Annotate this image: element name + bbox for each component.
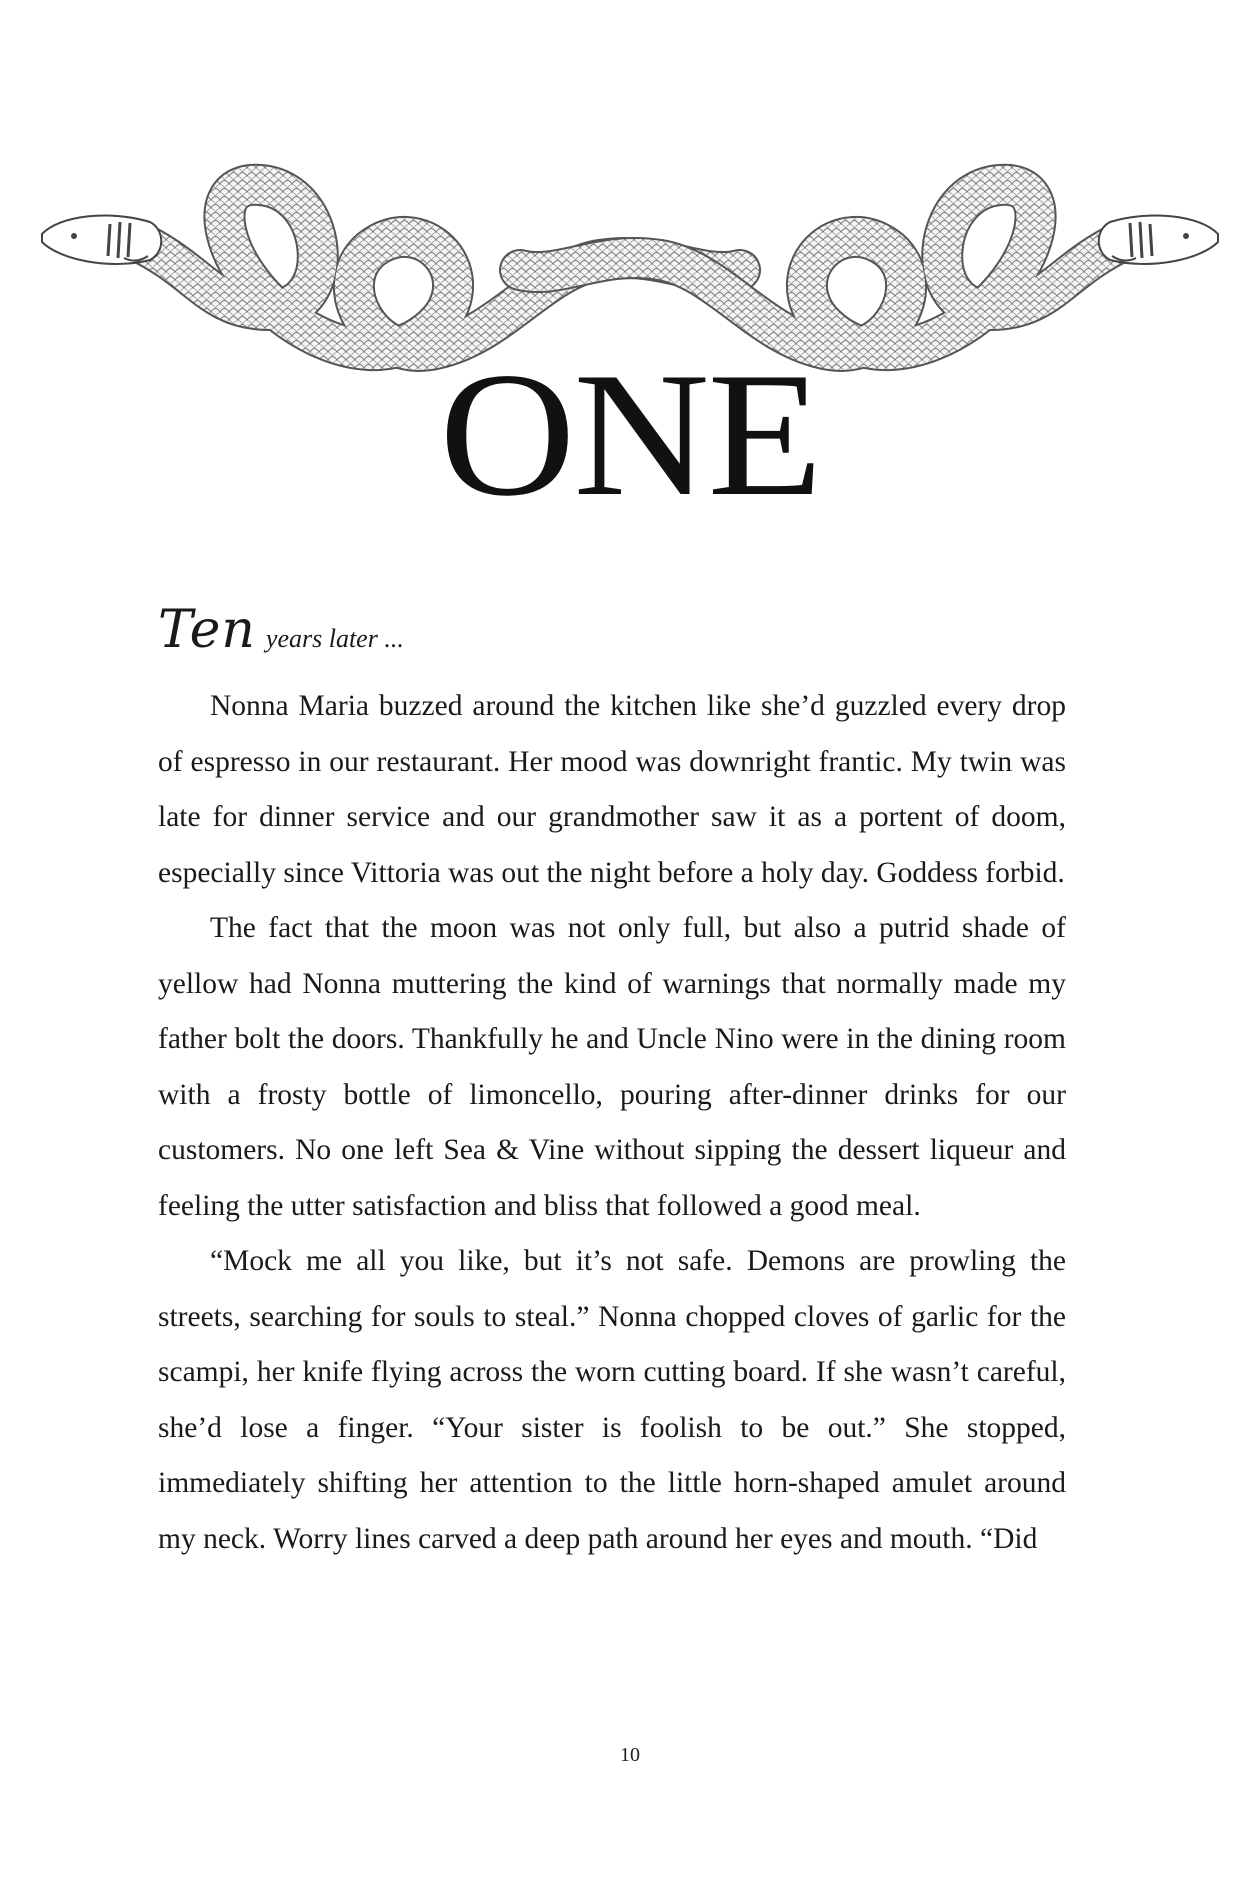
chapter-body [158,600,1066,1567]
paragraph-3: “Mock me all you like, but it’s not safe. Demons are prowling the streets, searching for souls to steal.” Nonna chopped cloves of garlic for the scampi, her knife flying across the worn cutting board. If she wasn’t careful, she’d lose a finger. “Your sister is foolish to be out.” She stopped, immediately shifting her attention to the little horn-shaped amulet around my neck. Worry lines carved a deep path around her eyes and mouth. “Did [158,1245,1066,1555]
paragraph-1: Nonna Maria buzzed around the kitchen like she’d guzzled every drop of espresso in our restaurant. Her mood was downright frantic. My twin was late for dinner service and our grandmother saw it as a portent of doom, especially since Vittoria was out the night before a holy day. Goddess forbid. [158,690,1066,889]
chapter-lead [158,600,1066,673]
left-serpent-head [42,216,161,264]
right-serpent-head [1099,216,1218,264]
chapter-title: ONE [439,335,821,533]
lead-word: Ten [158,600,256,660]
paragraph-2: The fact that the moon was not only full, but also a putrid shade of yellow had Nonna muttering the kind of warnings that normally made my father bolt the doors. Thankfully he and Uncle Nino were in the dining room with a frosty bottle of limoncello, pouring after-dinner drinks for our customers. No one left Sea & Vine without sipping the dessert liqueur and feeling the utter satisfaction and bliss that followed a good meal. [158,912,1066,1222]
lead-subtitle: years later ... [265,624,404,653]
page-number: 10 [620,1744,640,1766]
